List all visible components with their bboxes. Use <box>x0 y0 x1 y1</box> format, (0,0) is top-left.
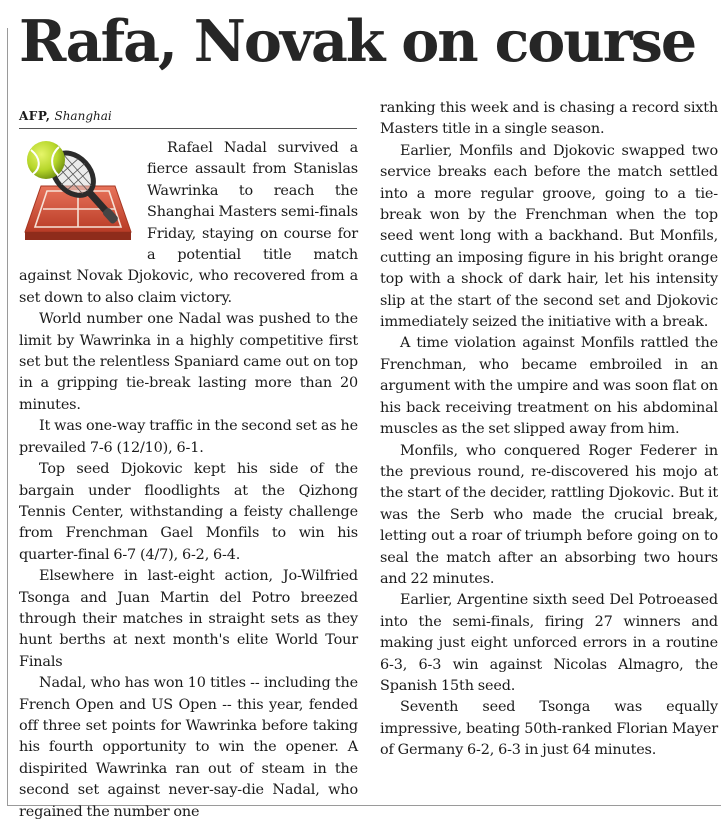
paragraph: Nadal, who has won 10 titles -- including the French Open and US Open -- this year, fended off three set points for Wawrinka before taking his fourth opportunity to win the opener. A dispirited Wawrinka ran out of steam in the second set against never-say-die Nadal, who regained the number one <box>19 675 358 820</box>
paragraph: A time violation against Monfils rattled the Frenchman, who became embroiled in an argument with the umpire and was soon flat on his back receiving treatment on his abdominal muscles as the set slipped away from him. <box>380 335 718 438</box>
byline <box>19 108 112 125</box>
article-column-left <box>19 138 358 823</box>
paragraph: Rafael Nadal survived a fierce assault from Stanislas Wawrinka to reach the Shanghai Masters semi-finals Friday, staying on course for a potential title match against Novak Djokovic, who recovered from a set down to also claim victory. <box>19 140 358 306</box>
paragraph-continuation: ranking this week and is chasing a record sixth Masters title in a single season. <box>380 100 718 138</box>
paragraph: Top seed Djokovic kept his side of the bargain under floodlights at the Qizhong Tennis Center, withstanding a feisty challenge from Frenchman Gael Monfils to win his quarter-final 6-7 (4/7), 6-2, 6-4. <box>19 461 358 563</box>
headline: Rafa, Novak on course <box>19 8 696 75</box>
paragraph: It was one-way traffic in the second set as he prevailed 7-6 (12/10), 6-1. <box>19 418 358 456</box>
paragraph: Monfils, who conquered Roger Federer in the previous round, re-discovered his mojo at the start of the decider, rattling Djokovic. But it was the Serb who made the crucial break, letting out a roar of triumph before going on to seal the match after an absorbing two hours and 22 minutes. <box>380 442 718 587</box>
paragraph: Seventh seed Tsonga was equally impressive, beating 50th-ranked Florian Mayer of Germany 6-2, 6-3 in just 64 minutes. <box>380 699 718 759</box>
byline-rule <box>19 128 357 129</box>
paragraph: Earlier, Argentine sixth seed Del Potroeased into the semi-finals, firing 27 winners and making just eight unforced errors in a routine 6-3, 6-3 win against Nicolas Almagro, the Spanish 15th seed. <box>380 592 718 694</box>
byline-location: Shanghai <box>54 109 112 123</box>
left-column-rule <box>7 28 8 806</box>
byline-agency: AFP, <box>19 109 51 123</box>
tennis-racket-ball-court-icon <box>19 138 139 246</box>
article-column-right <box>380 98 718 762</box>
paragraph: Elsewhere in last-eight action, Jo-Wilfried Tsonga and Juan Martin del Potro breezed through their matches in straight sets as they hunt berths at next month's elite World Tour Finals <box>19 568 358 670</box>
paragraph: World number one Nadal was pushed to the limit by Wawrinka in a highly competitive first set but the relentless Spaniard came out on top in a gripping tie-break lasting more than 20 minutes. <box>19 311 358 413</box>
paragraph: Earlier, Monfils and Djokovic swapped two service breaks each before the match settled into a more regular groove, going to a tie-break won by the Frenchman when the top seed went long with a backhand. But Monfils, cutting an imposing figure in his bright orange top with a shock of dark hair, let his intensity slip at the start of the second set and Djokovic immediately seized the initiative with a break. <box>380 142 718 331</box>
